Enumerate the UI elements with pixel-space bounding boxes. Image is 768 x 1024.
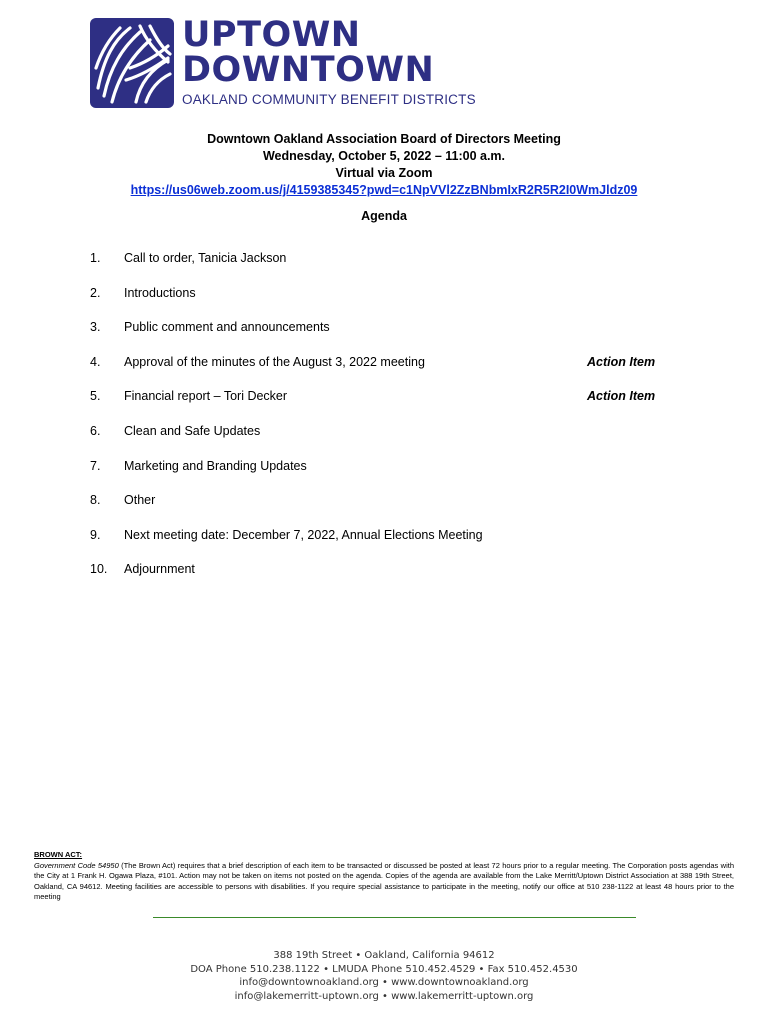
meeting-title: Downtown Oakland Association Board of Directors Meeting <box>207 132 561 146</box>
footer-contact-downtown: info@downtownoakland.org • www.downtownoakland.org <box>239 977 529 988</box>
item-number: 4. <box>90 355 101 369</box>
government-code: Government Code 54950 <box>34 860 119 870</box>
agenda-item <box>0 459 768 477</box>
item-text: Clean and Safe Updates <box>124 424 261 438</box>
agenda-item <box>0 562 768 580</box>
item-text: Call to order, Tanicia Jackson <box>124 251 287 265</box>
item-number: 7. <box>90 459 101 473</box>
zoom-link[interactable]: https://us06web.zoom.us/j/4159385345?pwd=c1NpVVl2ZzBNbmIxR2R5R2I0WmJldz09 <box>130 183 638 197</box>
logo-icon <box>90 18 174 108</box>
meeting-location: Virtual via Zoom <box>335 166 433 180</box>
agenda-item <box>0 355 768 373</box>
item-number: 3. <box>90 320 101 334</box>
logo <box>90 18 174 108</box>
brown-act-title: BROWN ACT: <box>34 850 83 859</box>
item-number: 1. <box>90 251 101 265</box>
footer-address: 388 19th Street • Oakland, California 94612 <box>273 950 495 961</box>
item-text: Next meeting date: December 7, 2022, Annual Elections Meeting <box>124 528 483 542</box>
item-text: Approval of the minutes of the August 3, 2022 meeting <box>124 355 425 369</box>
action-item-label: Action Item <box>587 355 656 369</box>
item-text: Other <box>124 493 156 507</box>
brand-subtitle: OAKLAND COMMUNITY BENEFIT DISTRICTS <box>182 92 476 107</box>
item-text: Introductions <box>124 286 196 300</box>
item-text: Marketing and Branding Updates <box>124 459 307 473</box>
footer <box>0 949 768 1003</box>
agenda-item <box>0 493 768 511</box>
action-item-label: Action Item <box>587 389 656 403</box>
item-number: 10. <box>90 562 108 576</box>
item-number: 2. <box>90 286 101 300</box>
brown-act-text: (The Brown Act) requires that a brief description of each item to be transacted or discussed be posted at least 72 hours prior to a regular meeting. The Corporation posts agendas with the City at 1 Frank H. Ogawa Plaza, #101. Action may not be taken on items not posted on the agenda. Copies of the agenda are available from the Lake Merritt/Uptown District Association at 388 19th Street, Oakland, CA 94612. Meeting facilities are accessible to persons with disabilities. If you require special assistance to participate in the meeting, notify our office at 510 238-1122 at least 48 hours prior to the meeting <box>34 860 734 901</box>
item-number: 6. <box>90 424 101 438</box>
item-number: 8. <box>90 493 101 507</box>
meeting-date: Wednesday, October 5, 2022 – 11:00 a.m. <box>262 149 506 163</box>
meeting-header <box>0 131 768 199</box>
agenda-item <box>0 286 768 304</box>
item-text: Financial report – Tori Decker <box>124 389 288 403</box>
brand-line-2: DOWNTOWN <box>182 50 435 90</box>
agenda-item <box>0 389 768 407</box>
item-text: Public comment and announcements <box>124 320 330 334</box>
item-number: 5. <box>90 389 101 403</box>
footer-divider <box>153 917 636 918</box>
item-text: Adjournment <box>124 562 195 576</box>
footer-contact-lakemerritt: info@lakemerritt-uptown.org • www.lakemerritt-uptown.org <box>234 990 534 1002</box>
item-number: 9. <box>90 528 101 542</box>
brown-act-notice <box>34 850 734 903</box>
agenda-title: Agenda <box>361 209 407 223</box>
brand <box>182 15 476 108</box>
footer-phones: DOA Phone 510.238.1122 • LMUDA Phone 510.452.4529 • Fax 510.452.4530 <box>190 963 578 975</box>
agenda-item <box>0 320 768 338</box>
brown-act-body <box>34 861 734 903</box>
agenda-item <box>0 424 768 442</box>
brand-line-1: UPTOWN <box>182 15 361 55</box>
agenda-item <box>0 528 768 546</box>
agenda-item <box>0 251 768 269</box>
